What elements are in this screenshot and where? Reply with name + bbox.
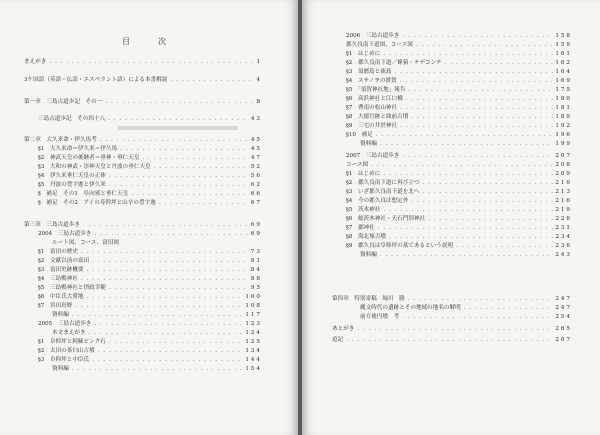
toc-entry-page: 162 bbox=[555, 60, 572, 66]
toc-entry-label: §7 郡神社 bbox=[346, 225, 375, 231]
toc-entry-label: §7 曹南の松山神社 bbox=[346, 105, 398, 111]
toc-entry-label: 2007 三島古道歩き bbox=[346, 153, 400, 159]
toc-entry-label: §4 三島鴨神社 bbox=[38, 276, 78, 282]
toc-entry-page: 47 bbox=[250, 155, 262, 161]
toc-entry-page: 69 bbox=[250, 222, 262, 228]
toc-entry-label: § 補足 その2 アイの寿幹坪と山辛の豊宇迦 bbox=[38, 200, 156, 206]
left-page bbox=[0, 0, 298, 435]
toc-leader-dots bbox=[345, 336, 553, 346]
toc-entry-page: 267 bbox=[555, 337, 572, 343]
toc-entry-label: §1 富田の歴史 bbox=[38, 249, 78, 255]
toc-entry-label: 前方後円墳 考 bbox=[360, 314, 400, 320]
toc-entry-label: §4 スサノヲの渡賀 bbox=[346, 78, 397, 84]
toc-entry bbox=[360, 251, 572, 260]
toc-entry-page: 1 bbox=[256, 59, 262, 65]
toc-entry-page: 52 bbox=[250, 164, 262, 170]
toc-leader-dots bbox=[71, 365, 244, 375]
toc-entry-page: 45 bbox=[250, 146, 262, 152]
toc-leader-dots bbox=[107, 115, 249, 125]
toc-entry-page: 158 bbox=[555, 33, 572, 39]
toc-entry-label: §3 須磨島と流島 bbox=[346, 69, 392, 75]
toc-entry-label: 第一章 三島古道歩記 その一 bbox=[24, 99, 103, 105]
toc-entry-label: コース図 bbox=[346, 162, 369, 168]
toc-leader-dots bbox=[104, 98, 254, 108]
toc-entry-page: 254 bbox=[555, 314, 572, 320]
toc-entry bbox=[332, 336, 572, 345]
toc-entry bbox=[38, 199, 262, 208]
toc-entry bbox=[52, 365, 262, 374]
toc-entry-label: 第二章 大久米命・伊久馬考 bbox=[24, 137, 97, 143]
toc-entry bbox=[24, 76, 262, 85]
toc-entry-page: 69 bbox=[250, 231, 262, 237]
toc-leader-dots bbox=[158, 199, 249, 209]
toc-entry-page: 154 bbox=[245, 366, 262, 372]
toc-entry-label: §1 阜仰坪と阿蘇ピンク石 bbox=[38, 339, 106, 345]
toc-entry-label: まえがき bbox=[24, 59, 47, 65]
toc-entry-label: §5 茨木神社 bbox=[346, 207, 381, 213]
toc-entry-page: 67 bbox=[250, 200, 262, 206]
highlight-bar bbox=[118, 126, 238, 130]
toc-entry-label: §2 文献以前の富田 bbox=[38, 258, 90, 264]
toc-entry-label: §3 富田史跡概要 bbox=[38, 267, 84, 273]
toc-entry-page: 56 bbox=[250, 173, 262, 179]
toc-entry-label: あとがき bbox=[332, 326, 355, 332]
toc-entry-page: 180 bbox=[555, 96, 572, 102]
toc-entry-page: 100 bbox=[245, 294, 262, 300]
toc-entry-page: 196 bbox=[555, 132, 572, 138]
toc-entry-page: 73 bbox=[250, 249, 262, 255]
toc-entry-page: 95 bbox=[250, 285, 262, 291]
toc-entry-label: 第三章 三島古道歩き bbox=[24, 222, 80, 228]
toc-entry-label: 資料編 bbox=[360, 252, 377, 258]
toc-entry-page: 210 bbox=[555, 180, 572, 186]
toc-entry-page: 134 bbox=[245, 348, 262, 354]
toc-entry-page: 234 bbox=[555, 234, 572, 240]
toc-entry-label: 追記 bbox=[332, 337, 344, 343]
toc-entry-label: 三島古道歩記 その四十八 bbox=[38, 116, 106, 122]
toc-entry-page: 219 bbox=[555, 207, 572, 213]
toc-entry-label: §5 三島鴨神社と摂政幸範 bbox=[38, 285, 106, 291]
toc-entry-label: §5 丹波の豊宇迦と伊久米 bbox=[38, 182, 106, 188]
toc-leader-dots bbox=[379, 140, 554, 150]
toc-entry bbox=[24, 58, 262, 67]
toc-entry-page: 243 bbox=[555, 252, 572, 258]
toc-entry-page: 81 bbox=[250, 258, 262, 264]
toc-entry-label: §3 いざ郡久良南下道を北へ bbox=[346, 189, 420, 195]
toc-entry-page: 181 bbox=[555, 105, 572, 111]
toc-entry-page: 231 bbox=[555, 225, 572, 231]
toc-leader-dots bbox=[379, 251, 554, 261]
toc-entry-label: ルート図、コース、富田図 bbox=[52, 240, 120, 246]
toc-entry-page: 124 bbox=[245, 330, 262, 336]
toc-entry-label: §3 大和の神武・崇神天皇と丹波の垂仁天皇 bbox=[38, 164, 151, 170]
toc-leader-dots bbox=[401, 313, 553, 323]
toc-entry-page: 45 bbox=[250, 137, 262, 143]
toc-entry-label: §10 補足 bbox=[346, 132, 373, 138]
toc-entry-page: 192 bbox=[555, 123, 572, 129]
toc-entry-page: 144 bbox=[245, 357, 262, 363]
toc-entry-label: 資料編 bbox=[52, 366, 69, 372]
toc-entry-label: §9 三宅の井於神社 bbox=[346, 123, 398, 129]
toc-entry-label: 3ケ国語（英語・仏語・エスペラント語）による本書解説 bbox=[24, 77, 168, 83]
toc-entry-page: 169 bbox=[555, 78, 572, 84]
toc-entry-page: 159 bbox=[555, 42, 572, 48]
toc-entry bbox=[38, 115, 262, 124]
toc-entry-page: 84 bbox=[250, 267, 262, 273]
toc-entry-label: §1 大久米命＝伊久米＝伊久馬 bbox=[38, 146, 118, 152]
toc-entry-label: 2004 三島古道歩き bbox=[38, 231, 92, 237]
toc-entry-page: 189 bbox=[555, 114, 572, 120]
toc-entry-label: §2 太田の茶臼山古墳 bbox=[38, 348, 95, 354]
toc-entry-label: 郡久良南下道図、コース図 bbox=[346, 42, 413, 48]
toc-entry-page: 199 bbox=[555, 141, 572, 147]
toc-entry-page: 207 bbox=[555, 153, 572, 159]
toc-entry-page: 216 bbox=[555, 198, 572, 204]
toc-entry-label: §6 高浜神社と江口橋 bbox=[346, 96, 403, 102]
toc-entry-page: 4 bbox=[256, 77, 262, 83]
toc-entry-label: §4 伊久米垂仁天皇の正体 bbox=[38, 173, 106, 179]
toc-entry bbox=[332, 325, 572, 334]
toc-entry-page: 164 bbox=[555, 69, 572, 75]
toc-entry-page: 226 bbox=[555, 216, 572, 222]
right-page bbox=[302, 0, 600, 435]
toc-entry-label: §3 阜仰坪と中臣氏 bbox=[38, 357, 90, 363]
toc-entry-label: §8 海北塚古墳 bbox=[346, 234, 386, 240]
toc-entry-page: 125 bbox=[245, 339, 262, 345]
toc-entry-page: 161 bbox=[555, 51, 572, 57]
toc-leader-dots bbox=[48, 58, 254, 68]
toc-entry-page: 247 bbox=[555, 296, 572, 302]
toc-entry-label: 縄文時代の遺跡とその地域の地名の解明 bbox=[360, 305, 461, 311]
toc-entry bbox=[24, 98, 262, 107]
toc-entry-label: 本文まえがき bbox=[52, 330, 86, 336]
toc-leader-dots bbox=[169, 76, 254, 86]
toc-entry-label: §5 「須賀神社地」報告 bbox=[346, 87, 406, 93]
toc-entry-label: 資料編 bbox=[360, 141, 377, 147]
toc-entry-label: 2005 三島古道歩き bbox=[38, 321, 92, 327]
toc-entry-page: 247 bbox=[555, 305, 572, 311]
toc-entry-page: 43 bbox=[250, 116, 262, 122]
toc-entry-page: 62 bbox=[250, 182, 262, 188]
toc-entry-page: 209 bbox=[555, 171, 572, 177]
toc-entry-page: 123 bbox=[245, 321, 262, 327]
toc-entry-label: 2006 三島古道歩き bbox=[346, 33, 400, 39]
toc-entry-page: 88 bbox=[250, 276, 262, 282]
toc-entry-page: 213 bbox=[555, 189, 572, 195]
toc-entry-label: §1 はじめに bbox=[346, 171, 381, 177]
toc-entry-page: 8 bbox=[256, 99, 262, 105]
toc-entry-page: 175 bbox=[555, 87, 572, 93]
toc-entry bbox=[38, 230, 262, 239]
toc-entry-label: §8 大徳官跡と曲前古墳 bbox=[346, 114, 409, 120]
toc-entry-page: 265 bbox=[555, 326, 572, 332]
toc-entry bbox=[360, 140, 572, 149]
toc-entry-label: §9 郡久良は阜仰坪の墓であるという説明 bbox=[346, 243, 454, 249]
toc-entry-page: 108 bbox=[245, 303, 262, 309]
toc-entry-label: §4 今の郡久良は想定外 bbox=[346, 198, 409, 204]
toc-entry-label: § 補足 その1 阜向邪と垂仁天皇 bbox=[38, 191, 129, 197]
toc-entry-page: 236 bbox=[555, 243, 572, 249]
toc-entry-label: §7 宮田鳥野 bbox=[38, 303, 73, 309]
toc-entry-label: §2 郡久良南下道に再び立つ bbox=[346, 180, 420, 186]
toc-title: 目 次 bbox=[122, 37, 176, 46]
toc-leader-dots bbox=[356, 325, 553, 335]
toc-entry-page: 117 bbox=[245, 312, 262, 318]
toc-entry-label: §6 中臣氏大嘗地 bbox=[38, 294, 84, 300]
toc-entry-label: 資料編 bbox=[52, 312, 69, 318]
toc-entry-label: 第四章 特別寄稿 堀川 勝 bbox=[332, 296, 405, 302]
toc-entry-label: §2 郡久良南下道／條猿・テデコンテ bbox=[346, 60, 442, 66]
toc-leader-dots bbox=[93, 230, 248, 240]
toc-entry-label: §1 はじめに bbox=[346, 51, 381, 57]
toc-entry-page: 208 bbox=[555, 162, 572, 168]
toc-entry bbox=[360, 313, 572, 322]
toc-entry-page: 66 bbox=[250, 191, 262, 197]
toc-entry-label: §6 総茨木神社・天石門別神社 bbox=[346, 216, 426, 222]
toc-entry-label: §2 神武天皇の後継者＝垂神・垂仁天皇 bbox=[38, 155, 140, 161]
